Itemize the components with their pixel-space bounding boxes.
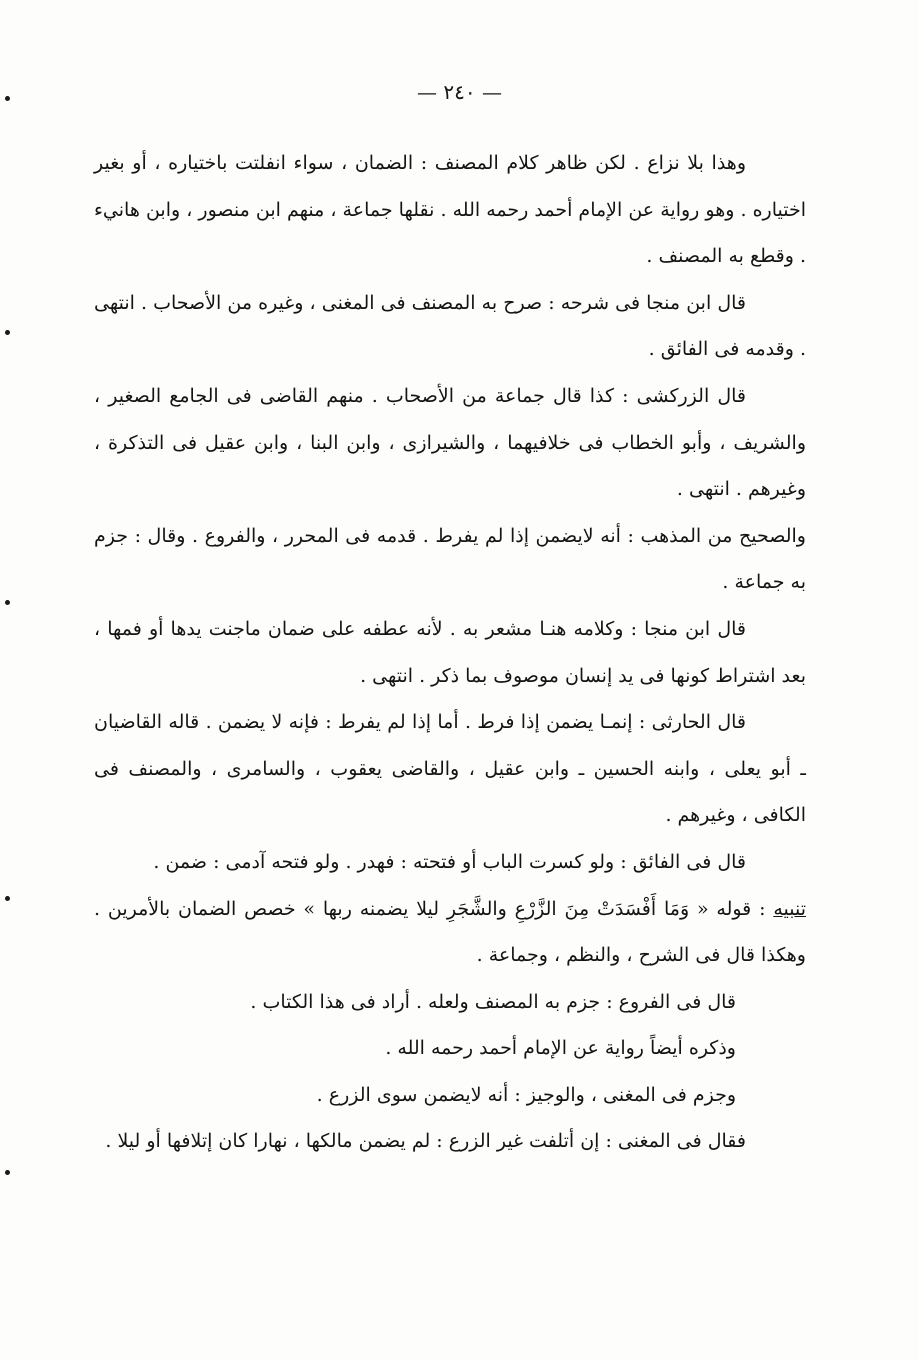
paragraph: وجزم فى المغنى ، والوجيز : أنه لايضمن سوى الزرع . [316,1083,736,1106]
binding-hole-mark [5,96,10,101]
page-number: — ٢٤٠ — [417,80,502,104]
paragraph: والصحيح من المذهب : أنه لايضمن إذا لم يفرط . قدمه فى المحرر ، والفروع . وقال : جزم به جماعة . [94,524,806,594]
paragraph: قال الحارثى : إنمـا يضمن إذا فرط . أما إذا لم يفرط : فإنه لا يضمن . قاله القاضيان ـ أبو يعلى ، وابنه الحسين ـ وابن عقيل ، والقاضى يعقوب ، والسامرى ، والمصنف فى الكافى ، وغيرهم . [94,711,806,827]
binding-hole-mark [5,600,10,605]
paragraph: قال ابن منجا فى شرحه : صرح به المصنف فى المغنى ، وغيره من الأصحاب . انتهى . وقدمه فى الفائق . [94,291,806,361]
page-body [94,140,806,1165]
paragraph: قال ابن منجا : وكلامه هنـا مشعر به . لأنه عطفه على ضمان ماجنت يدها أو فمها ، بعد اشتراط كونها فى يد إنسان موصوف بما ذكر . انتهى . [94,617,806,687]
paragraph: قال فى الفائق : ولو كسرت الباب أو فتحته : فهدر . ولو فتحه آدمى : ضمن . [153,850,746,873]
binding-hole-mark [5,896,10,901]
paragraph: قال الزركشى : كذا قال جماعة من الأصحاب . منهم القاضى فى الجامع الصغير ، والشريف ، وأبو الخطاب فى خلافيهما ، والشيرازى ، وابن البنا ، وابن عقيل فى التذكرة ، وغيرهم . انتهى . [94,384,806,501]
note-text: : قوله « وَمَا أَفْسَدَتْ مِنَ الزَّرْعِ والشَّجَرِ ليلا يضمنه ربها » خصص الضمان بالأمرين . وهكذا قال فى الشرح ، والنظم ، وجماعة . [94,897,806,967]
binding-hole-mark [5,1170,10,1175]
paragraph: فقال فى المغنى : إن أتلفت غير الزرع : لم يضمن مالكها ، نهارا كان إتلافها أو ليلا . [105,1130,746,1153]
paragraph: وهذا بلا نزاع . لكن ظاهر كلام المصنف : الضمان ، سواء انفلتت باختياره ، أو بغير اختياره . وهو رواية عن الإمام أحمد رحمه الله . نقلها جماعة ، منهم ابن منصور ، وابن هانيء . وقطع به المصنف . [94,152,806,268]
paragraph: وذكره أيضاً رواية عن الإمام أحمد رحمه الله . [385,1037,736,1060]
binding-hole-mark [5,330,10,335]
note-label: تنبيه [773,897,806,920]
note-paragraph [94,886,806,979]
paragraph: قال فى الفروع : جزم به المصنف ولعله . أراد فى هذا الكتاب . [250,990,736,1013]
